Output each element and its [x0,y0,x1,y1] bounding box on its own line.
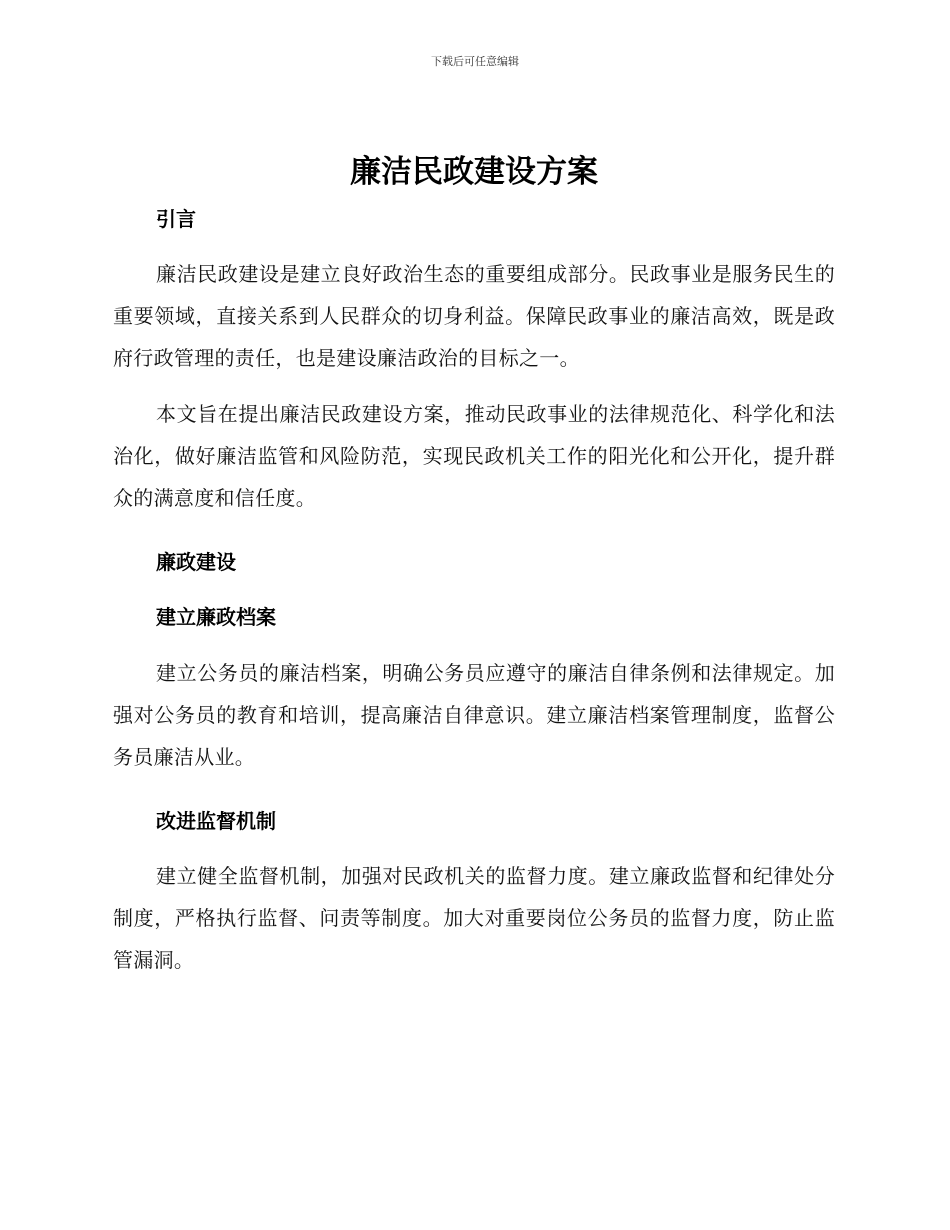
paragraph-intro-2: 本文旨在提出廉洁民政建设方案，推动民政事业的法律规范化、科学化和法治化，做好廉洁监管和风险防范，实现民政机关工作的阳光化和公开化，提升群众的满意度和信任度。 [113,402,835,510]
header-note: 下载后可任意编辑 [431,55,519,68]
section-heading-lianzheng: 廉政建设 [156,550,236,574]
section-heading-intro: 引言 [156,207,196,231]
subsection-heading-supervision: 改进监督机制 [156,809,276,833]
subsection-heading-archive: 建立廉政档案 [156,605,276,629]
paragraph-archive: 建立公务员的廉洁档案，明确公务员应遵守的廉洁自律条例和法律规定。加强对公务员的教育和培训，提高廉洁自律意识。建立廉洁档案管理制度，监督公务员廉洁从业。 [113,661,835,769]
document-title: 廉洁民政建设方案 [350,154,598,190]
document-body [113,150,835,981]
paragraph-supervision: 建立健全监督机制，加强对民政机关的监督力度。建立廉政监督和纪律处分制度，严格执行监督、问责等制度。加大对重要岗位公务员的监督力度，防止监管漏洞。 [113,864,835,972]
paragraph-intro-1: 廉洁民政建设是建立良好政治生态的重要组成部分。民政事业是服务民生的重要领域，直接关系到人民群众的切身利益。保障民政事业的廉洁高效，既是政府行政管理的责任，也是建设廉洁政治的目标之一。 [113,262,835,370]
